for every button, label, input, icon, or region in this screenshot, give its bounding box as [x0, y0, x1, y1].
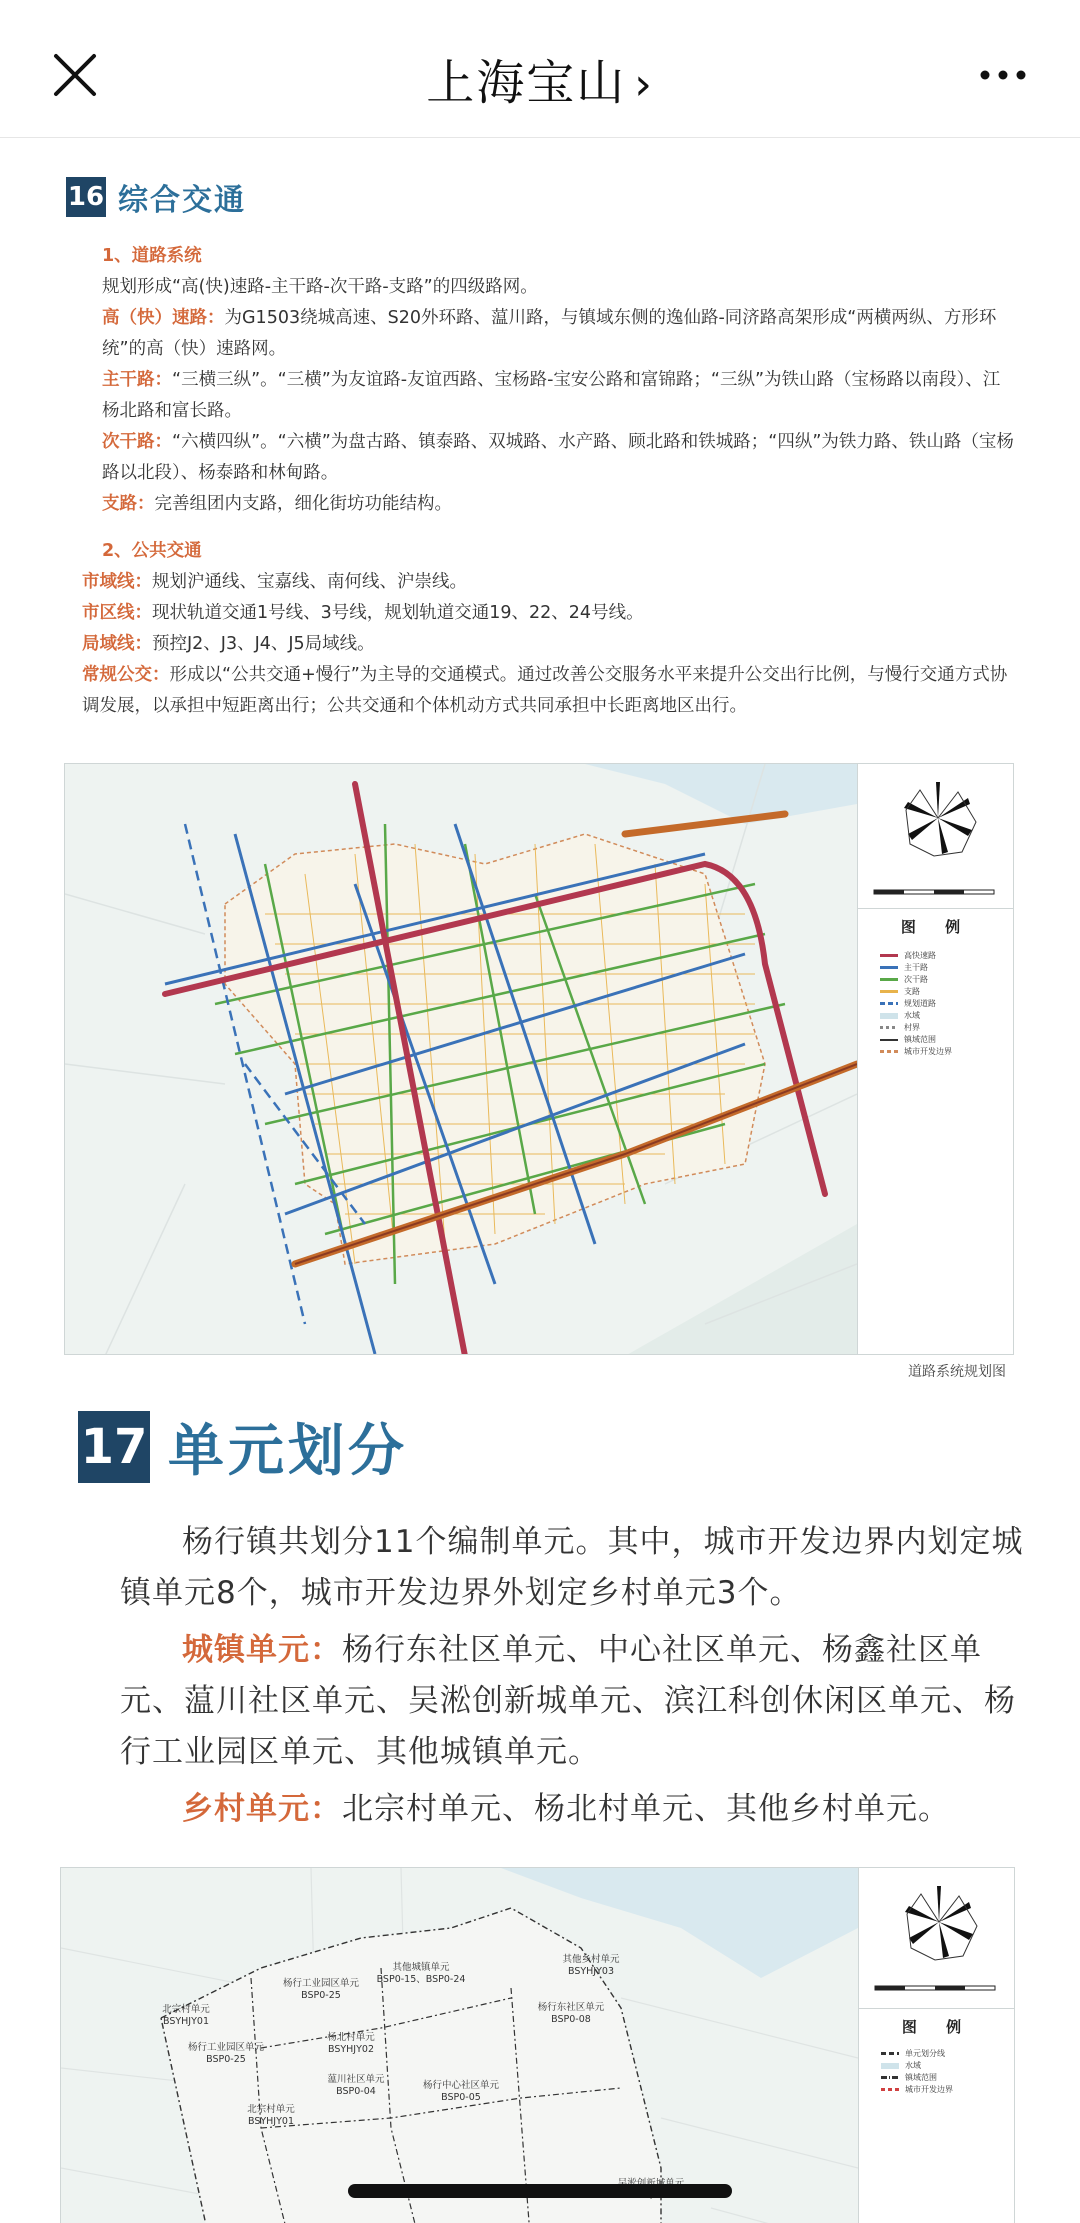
legend-item: 次干路 — [880, 974, 928, 985]
compass-icon — [899, 1882, 979, 1962]
legend-item: 高快速路 — [880, 950, 936, 961]
legend-item: 水域 — [881, 2060, 921, 2071]
map-legend — [857, 764, 1014, 1355]
paragraph: 市区线：现状轨道交通1号线、3号线，规划轨道交通19、22、24号线。 — [82, 603, 644, 623]
svg-text:杨北村单元: 杨北村单元 — [327, 2032, 375, 2043]
top-bar — [0, 0, 1080, 138]
paragraph: 乡村单元：北宗村单元、杨北村单元、其他乡村单元。 — [182, 1791, 950, 1827]
section-number: 16 — [66, 177, 106, 217]
svg-text:BSP0-05: BSP0-05 — [441, 2092, 481, 2103]
svg-text:BSYHJY02: BSYHJY02 — [327, 2044, 375, 2055]
section-title: 单元划分 — [168, 1419, 408, 1484]
svg-text:BSP0-15、BSP0-24: BSP0-15、BSP0-24 — [376, 1974, 466, 1985]
unit-division-map[interactable] — [60, 1867, 1015, 2223]
svg-text:杨行工业园区单元: 杨行工业园区单元 — [282, 1978, 360, 1989]
legend-item: 单元划分线 — [881, 2048, 945, 2059]
svg-text:杨行中心社区单元: 杨行中心社区单元 — [422, 2080, 500, 2091]
section-number: 17 — [78, 1411, 150, 1483]
svg-text:北宗村单元: 北宗村单元 — [162, 2004, 210, 2015]
legend-item: 支路 — [880, 986, 920, 997]
paragraph: 局域线：预控J2、J3、J4、J5局域线。 — [82, 634, 375, 654]
paragraph: 城镇单元：杨行东社区单元、中心社区单元、杨鑫社区单元、蕰川社区单元、吴淞创新城单元、滨江科创休闲区单元、杨行工业园区单元、其他城镇单元。 — [120, 1632, 1016, 1770]
svg-text:其他城镇单元: 其他城镇单元 — [392, 1962, 450, 1973]
svg-text:杨行工业园区单元: 杨行工业园区单元 — [187, 2042, 265, 2053]
subheading: 1、道路系统 — [102, 246, 202, 266]
legend-title: 图 例 — [900, 918, 973, 936]
legend-item: 镇域范围 — [880, 1034, 936, 1045]
paragraph: 常规公交：形成以“公共交通+慢行”为主导的交通模式。通过改善公交服务水平来提升公交出行比例，与慢行交通方式协调发展，以承担中短距离出行；公共交通和个体机动方式共同承担中长距离地区出行。 — [82, 665, 1008, 716]
home-indicator[interactable] — [348, 2184, 732, 2198]
paragraph: 支路：完善组团内支路，细化街坊功能结构。 — [102, 494, 452, 514]
legend-item: 规划道路 — [880, 998, 936, 1009]
legend-item: 水域 — [880, 1010, 920, 1021]
svg-text:BSP0-04: BSP0-04 — [336, 2086, 376, 2097]
section-16 — [66, 175, 1016, 722]
scale-bar — [872, 884, 1002, 900]
unit-boundaries-drawing — [61, 1868, 858, 2223]
more-icon[interactable] — [978, 60, 1028, 90]
section-17 — [78, 1407, 1028, 1841]
legend-item: 城市开发边界 — [880, 1046, 952, 1057]
chevron-right-icon: › — [634, 59, 654, 110]
compass-icon — [898, 778, 978, 858]
svg-text:蕰川社区单元: 蕰川社区单元 — [327, 2074, 385, 2085]
legend-item: 主干路 — [880, 962, 928, 973]
svg-text:BSP0-25: BSP0-25 — [206, 2054, 246, 2065]
road-system-map[interactable] — [64, 763, 1014, 1355]
map-legend — [858, 1868, 1015, 2223]
section-title: 综合交通 — [118, 183, 246, 218]
legend-item: 村界 — [880, 1022, 920, 1033]
legend-title: 图 例 — [901, 2018, 974, 2036]
account-name[interactable]: 上海宝山 — [426, 55, 627, 111]
paragraph: 高（快）速路：为G1503绕城高速、S20外环路、蕰川路，与镇域东侧的逸仙路-同济路高架形成“两横两纵、方形环统”的高（快）速路网。 — [102, 308, 997, 359]
road-network-drawing — [65, 764, 857, 1355]
svg-text:北宗村单元: 北宗村单元 — [247, 2104, 295, 2115]
paragraph: 杨行镇共划分11个编制单元。其中，城市开发边界内划定城镇单元8个，城市开发边界外划定乡村单元3个。 — [120, 1524, 1024, 1611]
legend-item: 镇域范围 — [881, 2072, 937, 2083]
svg-text:杨行东社区单元: 杨行东社区单元 — [537, 2002, 605, 2013]
map-caption: 道路系统规划图 — [908, 1364, 1006, 1380]
svg-text:BSP0-08: BSP0-08 — [551, 2014, 591, 2025]
paragraph: 主干路：“三横三纵”。“三横”为友谊路-友谊西路、宝杨路-宝安公路和富锦路；“三纵”为铁山路（宝杨路以南段）、江杨北路和富长路。 — [102, 370, 1001, 421]
paragraph: 市域线：规划沪通线、宝嘉线、南何线、沪崇线。 — [82, 572, 467, 592]
paragraph: 次干路：“六横四纵”。“六横”为盘古路、镇泰路、双城路、水产路、顾北路和铁城路；“四纵”为铁力路、铁山路（宝杨路以北段）、杨泰路和林甸路。 — [102, 432, 1014, 483]
svg-text:BSYHJY01: BSYHJY01 — [247, 2116, 295, 2127]
paragraph: 规划形成“高(快)速路-主干路-次干路-支路”的四级路网。 — [102, 277, 538, 297]
subheading: 2、公共交通 — [102, 541, 202, 561]
article-content[interactable] — [0, 139, 1080, 2223]
svg-text:BSYHJY01: BSYHJY01 — [162, 2016, 210, 2027]
svg-text:BSYHJY03: BSYHJY03 — [567, 1966, 615, 1977]
scale-bar — [873, 1980, 1003, 1996]
svg-text:其他乡村单元: 其他乡村单元 — [562, 1954, 620, 1965]
account-title[interactable] — [0, 44, 1080, 113]
legend-item: 城市开发边界 — [881, 2084, 953, 2095]
svg-text:BSP0-25: BSP0-25 — [301, 1990, 341, 2001]
